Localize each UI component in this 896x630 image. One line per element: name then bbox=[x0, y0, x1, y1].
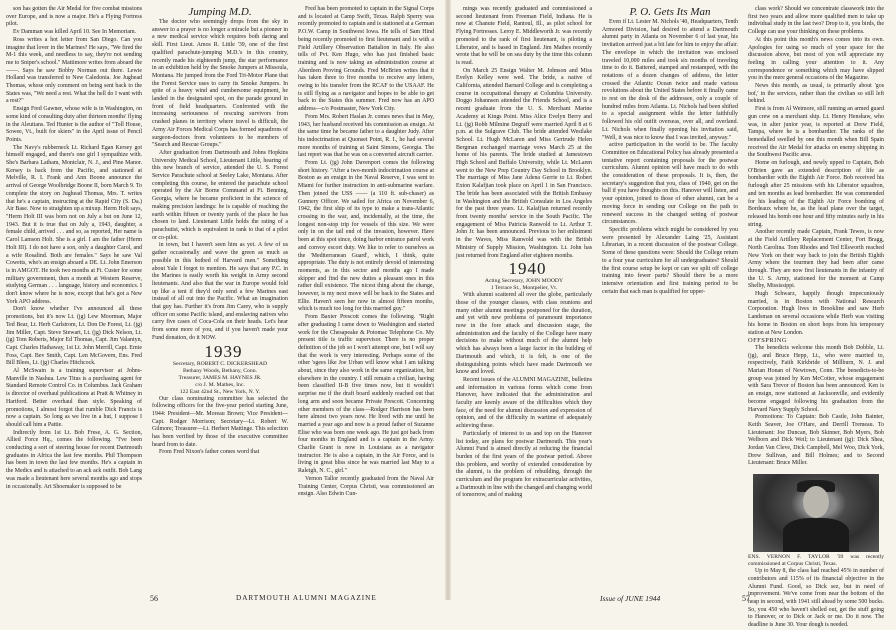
paragraph: Don't know whether I've announced all these promotions, but it's now Lt. (jg) Lew Moorman, Major Ted Bear, Lt. Herb Carlstrom, Lt. Don De Forest, Lt. (jg) Jim Miller, Capt. Steve Stewart, Lt. (jg) Dick Nelson, Lt. (jg) Tom Roberts, Major Ed Thomas, Capt. Jim Valantyn, Capt. Charles Hathaway, 1st Lt. John Merrill, Capt. Ernie Foss, Capt. Bev Smith, Capt. Len McGovern, Ens. Fred Bill Blees, Lt. (jg) Charles Hitchcock. bbox=[6, 306, 142, 367]
paragraph: The benedicts welcome this month Bob Dobble, Lt. (jg), and Bruce Hepp, Lt., who were married to, respectively, Faith Kirkbride of Millburn, N. J. and Marian Honan of Newtown, Conn. The benedicts-to-be group was joined by Ken McCotter, whose engagement with Sara Trevor of Boston has been announced. Ken is an ensign, now stationed at Jacksonville, and evidently become engaged following his graduation from the Harvard Navy Supply School. bbox=[748, 344, 884, 413]
paragraph: From Mrs. Robert Haslan Jr. comes news that in May, 1943, her husband received his commission as ensign. At the same time he became father to a daughter Judy. After his indoctrination at Quonset Point, R. I., he had several more months of training at Saint Simons, Georgia. The last report was that he was on a converted aircraft carrier. bbox=[298, 113, 434, 159]
paragraph: From Fred Nixon's father comes word that bbox=[159, 449, 260, 456]
portrait-photo bbox=[753, 474, 879, 552]
paragraph: Al McSwain is a training supervisor at Johns-Manville in Nashua. Lew Titus is a purchasing agent for Standard Remote Control Co. in Columbus. Jack Graham is director of overhaul publications at Pratt & Whitney in Hartford. Better overhaul than style. Speaking of promotions, I almost forgot that rumble Dick Francis is now a captain. So long as we live in a hut, I suppose I should call him a Pattie. bbox=[6, 368, 142, 428]
paragraph: Hugh Schwarz, happily though impecuniously married, is in Boston with National Research Corporation. Hugh lives in Brookline and saw Herb Landsman on several occasions while Herb was visiting his home in Boston on short hops from his temporary station at New London. bbox=[748, 291, 884, 336]
left-page bbox=[0, 0, 446, 603]
page-number-left: 56 bbox=[150, 594, 158, 603]
paragraph: son has gotten the Air Medal for five combat missions over Europe, and is now a major. He's a Flying Fortress pilot. bbox=[6, 6, 142, 28]
paragraph: Particularly of interest to us and top on the Hanover list today, are plans for postwar Dartmouth. This year's Alumni Fund is aimed directly at reducing the financial burden of the first years of the postwar period. Above this problem, and worthy of extended consideration by the alumni, is the problem of rebuilding, through the curriculum and the program for extracurricular activities, a Dartmouth in line with the changed and changing world of tomorrow, and of making bbox=[456, 430, 592, 499]
paragraph: class work? Should we concentrate classwork into the first two years and allow more qualified men to take up individual study in the last two? Drop to it, you birds, the College can use your thinking on these problems. bbox=[748, 6, 884, 36]
section-title-po-gets-its-man: P. O. Gets Its Man bbox=[629, 6, 711, 18]
paragraph: Recent issues of the ALUMNI MAGAZINE, bulletins and information in various forms which come from Hanover, have indicated that the administration and faculty are keenly aware of the difficulties which they face, of the need for alumni discussion and expression of opinion, and of the difficulty in wartime of adequately achieving these. bbox=[456, 376, 592, 430]
paragraph: Even if Lt. Lester M. Nichols '40, Headquarters, Tenth Armored Division, had desired to attend a Dartmouth alumni party in Atlanta on November 6 of last year, his invitation arrived just a bit late for him to enjoy the affair. The envelope in which the invitation was enclosed traveled 10,000 miles and took six months of traveling time to do it. Battered, stamped and restamped, with the notations of a dozen changes of address, the letter crossed the Atlantic Ocean twice and made various revolutions about the United States before it finally came to rest on the desk of the addressee, only a couple of hundred miles from Atlanta. Lt. Nichols had been shifted to a special assignment while the letter faithfully followed his old outfit overseas, over all, and overland. Lt. Nichols when finally opening his invitation said, "Well, it was nice to know that I was invited, anyway." bbox=[602, 19, 738, 141]
left-column-1 bbox=[6, 6, 142, 572]
paragraph: On March 25 Ensign Walter M. Johnson and Miss Evelyn Kelley were wed. The bride, a native of California, attended Barnard College and is completing a course in occupational therapy at Columbia University. Doggo Johannsen attended the Friends School, and is a recent graduate from the U. S. Merchant Marine Academy at Kings Point. Miss Alice Evelyn Berry and Lt. (jg) Robb Milmine Degraff were married April 8 at 6 p.m. at the Sulgrave Club. The bride attended Westlake School. Lt. Hugh McLaren and Miss Gertrude Helen Bergman exchanged marriage vows March 25 at the home of his parents. The bride studied at Jamestown High School and Buffalo University, while Lt. McLaren went to the New Prep Country Day School in Brooklyn. The marriage of Miss Jane Adena Gerrie to Lt. Robert Exton Kalafjian took place on April 1 in San Francisco. The bride has been associated with the British Embassy in Washington and the British Consulate in Los Angeles for the past three years. Lt. Kalafjian returned recently from twenty months' service in the South Pacific. The engagement of Miss Patricia Ranwold to Lt. Arthur T. John Jr. has been announced. Previous to her enlistment in the Waves, Miss Ranwold was with the British Ministry of Supply Mission, Washington. Lt. John has just returned from England after eighteen months. bbox=[456, 67, 592, 259]
paragraph: in town, but I haven't seen him as yet. A few of us gather occasionally and wave the green as much as possible in this hotbed of Harvard men." Something about Yale I forgot to mention. He says that any P.C. in the Marines is easily worth his weight in Army second lieutenants. And also that the war in Europe would fold up like a tent if they'd only send a few Marines east instead of all out into the Pacific. What an imagination that guy has. Further it's from Jim Carey, who is supply officer on some Pacific island, and enslaving natives who carry five cases of Coca-Cola on their heads. Let's hear from some more of you, and if you haven't made your Fund donation, do it NOW. bbox=[152, 242, 288, 341]
paragraph: Acting Secretary, JOHN MOODY bbox=[484, 278, 564, 285]
class-year-1939: 1939 bbox=[204, 341, 243, 361]
paragraph: 122 East 42nd St., New York, N. Y. bbox=[179, 388, 261, 395]
paragraph: News this month, as usual, is primarily about 'gos bof,' in the services, rather than the civilian so still left behind. bbox=[748, 83, 884, 105]
left-column-3 bbox=[298, 6, 434, 572]
paragraph: With alumni scattered all over the globe, particularly those of the younger classes, with class reunions and many other alumni meetings postponed for the duration, and yet with new problems of paramount importance now in the fore attack and discussion stage, the administration and the faculty of the College have many decisions to make without much of the alumni help which has always been a large factor in the building of Dartmouth and which, it is felt, is one of the distinguishing points which have made Dartmouth we know and loved. bbox=[456, 292, 592, 376]
section-title-jumping-md: Jumping M.D. bbox=[188, 6, 252, 18]
paragraph: Fred has been promoted to captain in the Signal Corps and is located at Camp Swift, Texas. Ralph Sperry was recently promoted to captain and is stationed at a German P.O.W. Camp in Southwest Iowa. He tells of Sam Hind being recently promoted to first lieutenant and is with a Field Artillery Observation Battalion in Italy. He also tells of Pvt. Ken Hugo, who has just finished basic training and is now taking an administration course at Aberdeen Proving Grounds. Fred McBrien writes that it has taken three to five months to receive any letters, owing to his transfer from the RCAF to the USAAF. He is still flying as a navigator and hopes to be able to get back to the States this summer. Fred now has an APO address—c/o Postmaster, New York City. bbox=[298, 6, 434, 113]
paragraph: Home on furlough, and newly upped to Captain, Bob O'Brien gave an extended description of life as bombardier with the Eighth Air Force. Bob received his furlough after 25 missions with his Liberator squadron, and ten months as lead bombardier. He was commended for his leading of the Eighth Air Force bombing of Bordeaux where he, as the lead plane over the target, released his bomb one hour and fifty minutes early in his string. bbox=[748, 160, 884, 228]
paragraph: Ev Damman was killed April 10. See In Memoriam. bbox=[13, 29, 137, 36]
paragraph: 1 Terrace St., Montpelier, Vt. bbox=[490, 285, 558, 292]
paragraph: active participation in the world to be. The faculty Committee on Educational Policy has already presented a tentative report containing proposals for the postwar curriculum. Alumni opinion will have much to do with the consideration of these proposals. It is, then, the secretary's suggestion that you, class of 1940, get on the ball if you have thoughts on this. Hanover will listen, and your opinion, joined to those of other alumni, can be a moving force in sending our College on the path to renewed success in the changed setting of postwar circumstances. bbox=[602, 142, 738, 226]
paragraph: mings was recently graduated and commissioned a second lieutenant from Freeman Field, Indiana. He is now at Chanute Field, Rantoul, Ill., as pilot school for Flying Fortresses. Leroy E. Middleworth Jr. was recently promoted to the rank of first lieutenant, is piloting a Liberator, and is based in England. Jim Mathes recently wrote that he will be on sea duty by the time this column is read. bbox=[456, 6, 592, 66]
paragraph: From Baxter Prescott comes the following. "Right after graduating I came down to Washington and started work for the Chesapeake & Potomac Telephone Co. My present title is traffic supervisor. There is no proper definition of the job so I won't attempt one, but I will say that the work is very interesting. Perhaps some of the other 'sgees like Joe Urban will know what I am talking about, since they also work in the same organization, but elsewhere in the country. I still remain a civilian, having been classified II-B five times now, but it wouldn't surprise me if the draft board suddenly reached out that long arm and soon became Private Prescott. Concerning other members of the class—Rodger Harrison has been here almost two years now. He lived with me until he married a year ago and now is a proud father of Suzanne Elise who was born one week ago. He just got back from four months in England and is a captain in the Army. Charlie Grant is now in Louisiana as a navigator instructor. He is also a captain, in the Air Force, and is living in great bliss since he was married last May to a Raleigh, N. C., girl." bbox=[298, 314, 434, 475]
magazine-title: DARTMOUTH ALUMNI MAGAZINE bbox=[236, 594, 377, 602]
paragraph: Our class nominating committee has selected the following officers for the five-year period starting June, 1944: President—Mr. Moreau Brown; Vice President—Capt. Rodger Morrison; Secretary—Lt. Robert W. Gilmore; Treasurer—Lt. Herbert Mattinge. This selection has been verified by those of the executive committee heard from to date. bbox=[152, 395, 288, 448]
paragraph: The Navy's rubberneck Lt. Richard Egan Kersey got himself engaged, and there's one girl I sympathize with. She's Barbara Latham, Montclair, N. J., and Pine Manor. Kersey is back from the Pacific, and stationed at Melville, R. I. Frank and Ann Boone announce the arrival of George Woolbridge Boone II, born March 9. To complete the story on Jughead Thomas, Mrs. T. writes that he's a captain, instructing at the Rapid City (S. Da.) Air Base. Now to straighten up a mixup. Herm Holt says, "Herm Holt III was born not on July a but on June 12, 1943. But it is true that on July a, 1943, daughter, a female child, arrived . . . and so, as reported, Her name is Carol Lamson Holt. She is a girl. I am the father (Herm Holt III). I do not have a son, only a daughter Carol, and a wife Rosalind. Both are females." Says he saw Val Cowetts, who's an ensign aboard a DE. Lt. John Emerson is in AMGOT. He took two months at Ft. Custer for some military government, then a month at Western Reserve, studying German . . . language, history and economics. I don't know where he is now, except that he's got a New York APO address. bbox=[6, 144, 142, 305]
paragraph: Promotions: To Captain: Bob Castle, John Bainter, Keith Seaver, Joe O'Hare, and Derrill Tremeau. To Lieutenant: Joe Duncan, Bob Skinner, Bob Myers, Bob Welborn and Dick Weil; to Lieutenant (jg): Dick Shea, Jordan Van Cleve, Dick Campbell, Mel Woo, Dick York, Drew Sullivan, and Bill Holmes; and to Second Lieutenant: Bruce Miller. bbox=[748, 414, 884, 467]
paragraph: First is from Al Wetmore, still running an armed guard gun crew on a merchant ship. Lt. Henry Henshaw, who was, in alter junior year, is reported at Drew Field, Tampa, where he is a bombardier. The ranks of the bemedalled swelled by one this month when Bill Spain received the Air Medal for attacks on enemy shipping in the Southwest Pacific area. bbox=[748, 106, 884, 159]
paragraph: At this point this month's news comes into its own. Apologies for using so much of your space for the discussion above, but most of you will appreciate my feeling in calling your attention to it. Any correspondence or something which may have slipped you in the mere general occasions of the Magazine. bbox=[748, 36, 884, 82]
right-page bbox=[450, 0, 896, 629]
issue-date: Issue of JUNE 1944 bbox=[600, 594, 661, 603]
uniform-shape bbox=[783, 518, 849, 552]
paragraph: Ross writes a hot letter from San Diego. Can you imagine that lover in the Marines? He says, "We fired the M-1 this week, and needless to say, they're not sending me to Sniper's school." Mattimore writes from aboard the ——. Says he saw Bobby Norman out there. Lewie Holland was transferred to New Caledonia. Joe Jughead Thomas, whose only comment on being sent back to the States was, "We need a rest. What the hell do I want with a rest?" bbox=[6, 36, 142, 105]
right-column-1 bbox=[456, 6, 592, 572]
paragraph: Secretary, ROBERT C. DICKERSHEAD bbox=[172, 360, 268, 367]
paragraph: After graduation from Dartmouth and Johns Hopkins University Medical School, Lieutenant Little, hearing of this new branch of service, attended the U. S. Forest Service Parachute school at Seeley Lake, Montana. After completing this course, he entered the parachute school operated by the Air Borne Command at Ft. Benning, Georgia, where he became proficient in the science of making precision landings: he is capable of reaching the earth within fifteen or twenty yards of the place he has chosen to land. Lieutenant Little holds the rating of a parachutist, which is equivalent in rank to that of a pilot or co-pilot. bbox=[152, 149, 288, 241]
offspring-heading: OFFSPRING bbox=[748, 337, 787, 345]
paragraph: Bethany Woods, Bethany, Conn. bbox=[183, 367, 257, 374]
paragraph: Ensign Fred Gawner, whose wife is in Washington, on some kind of consulting duty after thirteen months' flying in the Aleutians. Ted Hunter is the author of "Toll House, Sowee, Vt., built for skiers" in the April issue of Pencil Points. bbox=[6, 106, 142, 143]
paragraph: Indirectly from 1st Lt. Bob Frese, A. G. Section, Allied Force Hq., comes the following. "I've been conducting a sort of steering house for recent Dartmouth graduates in Africa the last few months. Phil Thompson has been in town the last few months. He's a captain in the Medics and is attached to an ack ack outfit. Bob Lang was made a lieutenant here several months ago and stops in occasionally. Art Shoemaker is supposed to be bbox=[6, 429, 142, 490]
class-year-1940: 1940 bbox=[508, 259, 547, 279]
paragraph: The doctor who seemingly drops from the sky in answer to a prayer is no longer a miracle but a pioneer in a new medical service which requires both daring and skill. First Lieut. Amos R. Little '39, one of the first qualified parachute-jumping M.D.'s in this country, recently made his eighteenth jump, the star performance in an exhibition held by the Smoke Jumpers at Missoula, Montana. He jumped from the Ford Tri-Motor Plane that the Forest Service uses to carry its Smoke Jumpers. In spite of a heavy wind and cumbersome equipment, he landed in the designated spot, on the parade ground in front of field headquarters. Confronted with the increasing seriousness of rescuing survivors from crashed planes in territory where travel is difficult, the Army Air Forces Medical Corps has formed squadrons of surgeon-doctors from volunteers to be members of "Search and Rescue Groups." bbox=[152, 19, 288, 149]
page-number-right: 57 bbox=[742, 594, 750, 603]
face-shape bbox=[803, 486, 829, 518]
paragraph: Treasurer, JAMES M. HAYNES JR. bbox=[178, 374, 262, 381]
paragraph: Up to May 8, the class had reached 45% in number of contributors and 115% of its financial objective in the Alumni Fund. Good, so Dick sez, but in need of improvement. We've come from near the bottom of the heap in second, with 1941 still ahead by some 500 bucks. So, you 450 who haven't shelled out, get the stuff going to Hanover, or to Dick or Jack or me. Do it now. The deadline is June 30. Your dough is needed. bbox=[748, 568, 884, 629]
right-column-2 bbox=[602, 6, 738, 572]
paragraph: Vernon Tallor recently graduated from the Naval Air Training Center, Corpus Christi, was commissioned an ensign. Also Edwin Cun- bbox=[298, 475, 434, 498]
paragraph: c/o J. M. Mathes, Inc. bbox=[195, 381, 245, 388]
paragraph: From Lt. (jg) John Davenport comes the following short history. "After a two-month indoctrination course at Boston as an ensign in the Naval Reserve, I was sent to Miami for further instruction in anti-submarine warfare. Then joined the USS —— (a 110 ft. sub-chaser) as Gunnery Officer. We sailed for Africa on November 6, 1942, the first ship of its type to make a trans-Atlantic crossing in the war, and, incidentally, at the time, the longest non-stop trip for vessels of this size. We were only in on the tail end of the invasion, however. Have been at this spot since, doing harbor entrance patrol work and convoy escort duty. We like to refer to ourselves as the 'Mediterranean Guard', which, I think, quite appropriate. The duty is not entirely devoid of interesting moments, as in this sector and months ago I made skipper and find the new duties a pleasant ones in this rather dull existence. The nicest thing about the change, however, is my next move will be back to the States and Ellie. Haven't seen her now in almost fifteen months, which is much too long for this married guy." bbox=[298, 160, 434, 313]
right-column-3 bbox=[748, 6, 884, 629]
paragraph: Another recently made Captain, Frank Tewes, is now at the Field Artillery Replacement Center, Fort Bragg, North Carolina. Tom Rhodes and Ted Ellsworth reached New York on their way back to join the British Eighth Army where the tourmen they had been after came through. They are now first lieutenants in the infantry of the U. S. Army, stationed for the moment at Camp Shelby, Mississippi. bbox=[748, 229, 884, 290]
left-column-2 bbox=[152, 6, 288, 572]
photo-caption: ENS. VERNON F. TAYLOR '39 was recently commissioned at Corpus Christi, Texas. bbox=[748, 554, 884, 568]
paragraph: Specific problems which might be considered by you were presented by Alexander Laing '25, Assistant Librarian, in a recent discussion of the postwar College. Some of these questions were: Should the College return to a four year curriculum for all undergraduates? Should the first course setup be kept or can we split off college training into fewer parts? Should there be a more intensive orientation and first training period to be certain that each man is qualified for upper- bbox=[602, 226, 738, 295]
